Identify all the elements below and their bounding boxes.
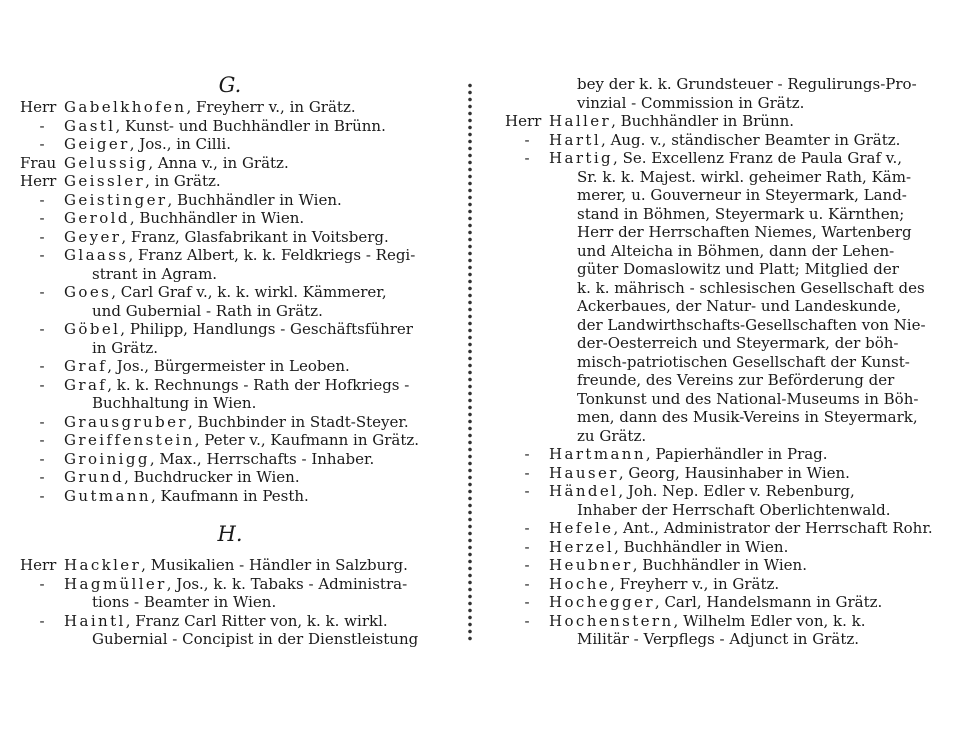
entry-name: Gabelkhofen	[64, 98, 187, 116]
entry-body	[549, 445, 940, 464]
list-item	[20, 357, 440, 376]
list-item	[505, 482, 940, 501]
entry-prefix: -	[39, 431, 45, 449]
entry-prefix: Herr	[20, 172, 57, 190]
list-item	[505, 445, 940, 464]
entry-prefix: -	[524, 593, 530, 611]
entry-body	[64, 431, 440, 450]
continuation-line: freunde, des Vereins zur Beförderung der	[577, 371, 895, 389]
entry-prefix: -	[39, 116, 45, 135]
entry-text: , k. k. Rechnungs - Rath der Hofkriegs -	[107, 375, 410, 394]
right-column	[505, 0, 940, 649]
continuation-line: zu Grätz.	[577, 426, 647, 445]
entry-name: Hartig	[549, 149, 614, 167]
continuation-line: Sr. k. k. Majest. wirkl. geheimer Rath, Käm-	[577, 167, 912, 186]
entry-text: , Wilhelm Edler von, k. k.	[673, 611, 866, 630]
entries-g	[20, 98, 440, 505]
entry-body	[64, 320, 440, 339]
entry-body	[549, 112, 940, 131]
entry-prefix: Frau	[20, 153, 57, 172]
entry-text: , in Grätz.	[145, 172, 221, 190]
entry-text: , Kaufmann in Pesth.	[150, 486, 309, 505]
entry-body	[64, 172, 440, 191]
entry-body	[64, 612, 440, 631]
entry-name: Hochegger	[549, 593, 655, 611]
continuation-line: der-Oesterreich und Steyermark, der böh-	[577, 334, 899, 352]
entry-body	[549, 538, 940, 557]
entry-text: , Buchdrucker in Wien.	[124, 468, 300, 486]
list-item	[20, 191, 440, 210]
list-item	[20, 575, 440, 594]
entry-name: Gutmann	[64, 486, 151, 505]
continuation-line: Tonkunst und des National-Museums in Böh-	[577, 389, 919, 408]
entry-name: Grausgruber	[64, 412, 188, 431]
entry-name: Graf	[64, 375, 108, 394]
entry-text: , Buchhändler in Wien.	[614, 537, 789, 556]
list-item	[20, 98, 440, 117]
list-item	[505, 575, 940, 594]
entry-text: , Jos., in Cilli.	[129, 135, 231, 153]
list-item	[20, 376, 440, 395]
entry-name: Hefele	[549, 519, 614, 537]
left-column	[20, 0, 440, 649]
entry-text: , Philipp, Handlungs - Geschäftsführer	[120, 320, 413, 338]
entry-body	[549, 482, 940, 501]
list-item	[505, 131, 940, 150]
entry-name: Geiger	[64, 135, 130, 153]
entry-body	[64, 117, 440, 136]
entry-prefix: -	[524, 149, 530, 167]
entry-text: , Freyherr v., in Grätz.	[186, 98, 356, 116]
entry-text: , Buchhändler in Wien.	[632, 556, 807, 574]
entry-prefix: -	[39, 246, 45, 264]
entry-prefix: -	[39, 375, 45, 394]
entry-body	[64, 468, 440, 487]
continuation-line: men, dann des Musik-Vereins in Steyermark,	[577, 408, 918, 426]
continuation-line: vinzial - Commission in Grätz.	[577, 93, 805, 112]
entry-name: Händel	[549, 482, 619, 500]
entry-prefix: -	[524, 130, 530, 149]
entry-prefix: -	[524, 445, 530, 463]
list-item	[20, 487, 440, 506]
entry-prefix: -	[524, 537, 530, 556]
entry-text: , Franz Albert, k. k. Feldkriegs - Regi-	[128, 246, 416, 264]
list-item	[20, 135, 440, 154]
entry-name: Geissler	[64, 172, 146, 190]
list-item	[505, 556, 940, 575]
entry-prefix: -	[39, 412, 45, 431]
list-item	[505, 112, 940, 131]
entry-prefix: -	[524, 611, 530, 630]
entry-text: , Franz Carl Ritter von, k. k. wirkl.	[125, 611, 388, 630]
entry-prefix: -	[39, 574, 45, 593]
entry-prefix: -	[524, 519, 530, 537]
entry-name: Geistinger	[64, 190, 168, 209]
list-item	[20, 413, 440, 432]
continuation-line: und Alteicha in Böhmen, dann der Lehen-	[577, 241, 895, 260]
entry-body	[64, 575, 440, 594]
entry-name: Hartl	[549, 130, 602, 149]
continuation-line: Militär - Verpflegs - Adjunct in Grätz.	[577, 630, 860, 648]
entry-body	[64, 450, 440, 469]
entry-name: Gastl	[64, 116, 116, 135]
entry-body	[64, 246, 440, 265]
entry-body	[549, 612, 940, 631]
entry-body	[549, 519, 940, 538]
entry-name: Gelussig	[64, 153, 149, 172]
continuation-line: Herr der Herrschaften Niemes, Wartenberg	[577, 223, 912, 241]
list-item	[505, 538, 940, 557]
list-item	[505, 612, 940, 631]
entry-text: , Buchhändler in Wien.	[129, 209, 305, 227]
entry-body	[64, 135, 440, 154]
entry-prefix: -	[39, 209, 45, 227]
continuation-line: merer, u. Gouverneur in Steyermark, Land-	[577, 186, 907, 204]
entry-name: Grund	[64, 468, 125, 486]
entries-h	[20, 556, 440, 649]
list-item	[505, 519, 940, 538]
list-item	[505, 149, 940, 168]
entry-text: , Buchbinder in Stadt-Steyer.	[187, 412, 409, 431]
list-item	[20, 228, 440, 247]
continuation-line: in Grätz.	[92, 338, 159, 357]
continuation-line: strant in Agram.	[92, 264, 218, 283]
entry-name: Hackler	[64, 556, 142, 574]
continuation-line: Gubernial - Concipist in der Dienstleistung	[92, 630, 419, 648]
entry-name: Hochenstern	[549, 611, 674, 630]
list-item	[20, 320, 440, 339]
entry-body	[64, 556, 440, 575]
entry-text: , Se. Excellenz Franz de Paula Graf v.,	[613, 149, 903, 167]
entry-prefix: -	[39, 357, 45, 375]
entry-body	[549, 575, 940, 594]
entry-text: , Aug. v., ständischer Beamter in Grätz.	[601, 130, 901, 149]
entry-body	[549, 464, 940, 483]
entry-body	[549, 131, 940, 150]
entry-name: Herzel	[549, 537, 615, 556]
entry-prefix: -	[39, 135, 45, 153]
entry-body	[64, 283, 440, 302]
entry-prefix: -	[524, 556, 530, 574]
list-item	[20, 172, 440, 191]
entry-text: , Kunst- und Buchhändler in Brünn.	[115, 116, 386, 135]
entry-body	[64, 98, 440, 117]
entry-body	[64, 487, 440, 506]
entry-name: Haller	[549, 112, 612, 130]
entry-name: Geyer	[64, 227, 122, 246]
continuation-line: misch-patriotischen Gesellschaft der Kunst-	[577, 352, 910, 371]
list-item	[20, 431, 440, 450]
entry-name: Göbel	[64, 320, 121, 338]
entry-name: Haintl	[64, 611, 126, 630]
entry-body	[549, 556, 940, 575]
entry-prefix: -	[39, 611, 45, 630]
entry-name: Heubner	[549, 556, 633, 574]
entry-body	[64, 413, 440, 432]
list-item	[20, 556, 440, 575]
entry-text: , Carl Graf v., k. k. wirkl. Kämmerer,	[111, 283, 387, 301]
entry-prefix: -	[39, 320, 45, 338]
list-item	[20, 154, 440, 173]
entry-name: Hauser	[549, 463, 619, 482]
continuation-line: bey der k. k. Grundsteuer - Regulirungs-Pro-	[577, 75, 917, 93]
continuation-line: Inhaber der Herrschaft Oberlichtenwald.	[577, 500, 891, 519]
continuation-line: der Landwirthschafts-Gesellschaften von Nie-	[577, 315, 926, 334]
continuation-line: tions - Beamter in Wien.	[92, 593, 277, 611]
entry-body	[64, 357, 440, 376]
entry-prefix: -	[39, 468, 45, 486]
entry-prefix: -	[39, 190, 45, 209]
entry-text: , Georg, Hausinhaber in Wien.	[618, 463, 850, 482]
list-item	[20, 612, 440, 631]
list-item	[505, 464, 940, 483]
entry-name: Greiffenstein	[64, 431, 195, 449]
continuation-line: stand in Böhmen, Steyermark u. Kärnthen;	[577, 204, 905, 223]
entry-name: Gerold	[64, 209, 130, 227]
entry-name: Hoche	[549, 574, 611, 593]
list-item	[20, 450, 440, 469]
list-item	[20, 246, 440, 265]
entry-body	[64, 376, 440, 395]
continuation-line: k. k. mährisch - schlesischen Gesellschaft des	[577, 278, 925, 297]
entry-prefix: Herr	[505, 112, 542, 130]
entry-name: Groinigg	[64, 449, 150, 468]
entry-text: , Anna v., in Grätz.	[148, 153, 289, 172]
entry-body	[64, 191, 440, 210]
entry-text: , Buchhändler in Wien.	[167, 190, 342, 209]
entry-prefix: -	[39, 449, 45, 468]
entry-text: , Max., Herrschafts - Inhaber.	[149, 449, 375, 468]
section-heading-g: G.	[218, 73, 242, 97]
entry-prefix: -	[39, 283, 45, 301]
entry-prefix: -	[39, 486, 45, 505]
entry-name: Hagmüller	[64, 574, 167, 593]
entry-text: , Joh. Nep. Edler v. Rebenburg,	[618, 482, 855, 500]
entry-body	[64, 228, 440, 247]
entry-name: Hartmann	[549, 445, 646, 463]
entry-body	[64, 154, 440, 173]
entry-prefix: -	[524, 463, 530, 482]
entry-text: , Buchhändler in Brünn.	[611, 112, 795, 130]
entry-name: Graf	[64, 357, 108, 375]
entry-text: , Papierhändler in Prag.	[645, 445, 828, 463]
continuation-line: güter Domaslowitz und Platt; Mitglied der	[577, 260, 899, 278]
entry-prefix: -	[524, 482, 530, 500]
list-item	[20, 283, 440, 302]
entry-name: Glaass	[64, 246, 129, 264]
list-item	[505, 593, 940, 612]
entry-body	[549, 593, 940, 612]
entry-text: , Carl, Handelsmann in Grätz.	[654, 593, 883, 611]
entry-text: , Freyherr v., in Grätz.	[610, 574, 780, 593]
continuation-line: und Gubernial - Rath in Grätz.	[92, 301, 323, 320]
entry-text: , Ant., Administrator der Herrschaft Rohr.	[613, 519, 933, 537]
list-item	[20, 117, 440, 136]
entry-prefix: Herr	[20, 556, 57, 574]
entry-body	[64, 209, 440, 228]
entry-text: , Jos., Bürgermeister in Leoben.	[107, 357, 350, 375]
list-item	[20, 209, 440, 228]
entry-text: , Jos., k. k. Tabaks - Administra-	[166, 574, 408, 593]
section-heading-h: H.	[217, 522, 243, 546]
entry-text: , Franz, Glasfabrikant in Voitsberg.	[121, 227, 389, 246]
continuation-line: Buchhaltung in Wien.	[92, 394, 257, 412]
continuation-line: Ackerbaues, der Natur- und Landeskunde,	[577, 297, 901, 315]
entry-body	[549, 149, 940, 168]
entry-name: Goes	[64, 283, 112, 301]
entry-prefix: -	[39, 227, 45, 246]
entries-right	[505, 112, 940, 649]
entry-prefix: Herr	[20, 98, 57, 116]
entry-prefix: -	[524, 574, 530, 593]
list-item	[20, 468, 440, 487]
column-divider	[462, 82, 478, 642]
entry-text: , Peter v., Kaufmann in Grätz.	[194, 431, 420, 449]
entry-text: , Musikalien - Händler in Salzburg.	[141, 556, 408, 574]
